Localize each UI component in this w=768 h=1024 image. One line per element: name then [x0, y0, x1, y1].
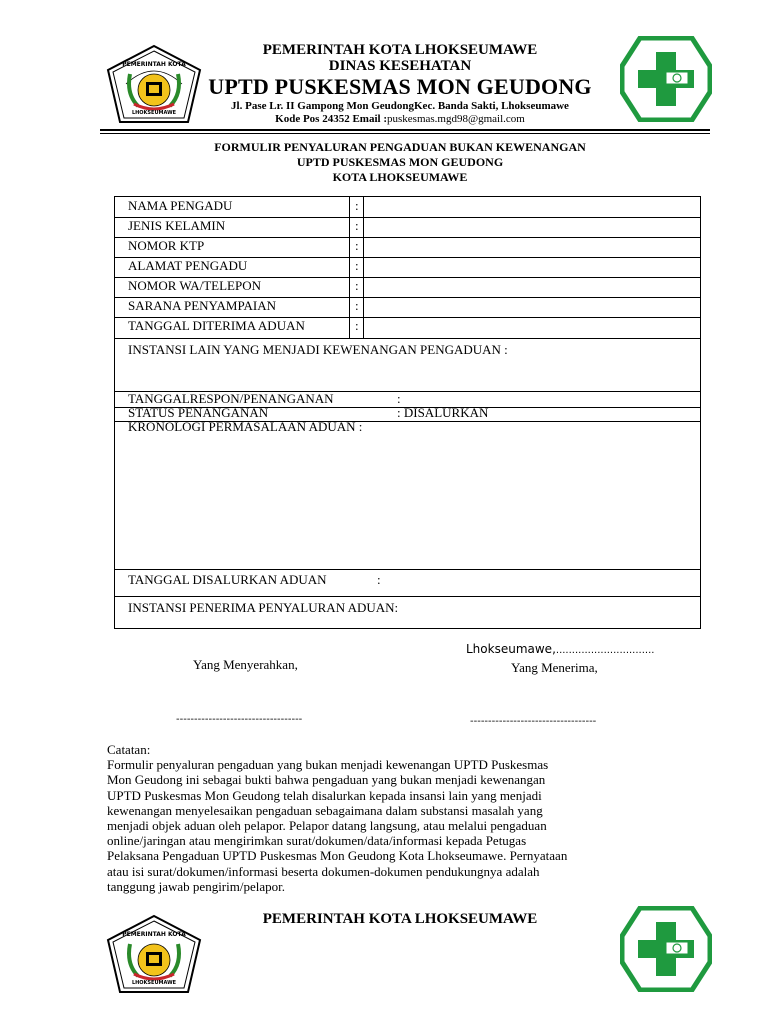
- form-row-jenis-kelamin: [115, 217, 700, 238]
- form-row-tanggal-diterima: [115, 317, 700, 339]
- svg-text:PEMERINTAH KOTA: PEMERINTAH KOTA: [122, 931, 186, 938]
- letterhead-institution: UPTD PUSKESMAS MON GEUDONG: [208, 74, 592, 99]
- field-sep: :: [355, 298, 359, 313]
- svg-text:LHOKSEUMAWE: LHOKSEUMAWE: [131, 110, 177, 116]
- notes-line: UPTD Puskesmas Mon Geudong telah disalurkan kepada insansi lain yang menjadi: [107, 787, 542, 803]
- form-row-tanggal-disalurkan: [115, 570, 700, 597]
- form-row-instansi-penerima: [115, 597, 700, 629]
- field-label: TANGGAL DISALURKAN ADUAN: [128, 572, 327, 587]
- field-sep: :: [355, 318, 359, 333]
- field-sep: :: [355, 278, 359, 293]
- notes-heading: Catatan:: [107, 742, 151, 757]
- letterhead-contact: [200, 113, 600, 126]
- field-sep: :: [397, 391, 401, 406]
- header-rule-thin: [100, 133, 710, 134]
- left-signature-line: -----------------------------------: [176, 714, 303, 725]
- city-seal-logo: [104, 44, 204, 128]
- right-signatory-title: Yang Menerima,: [511, 660, 598, 675]
- notes-line: online/jaringan atau mengirimkan surat/dokumen/data/informasi kepada Petugas: [107, 833, 527, 849]
- form-row-sarana: [115, 297, 700, 318]
- form-title-line1: FORMULIR PENYALURAN PENGADUAN BUKAN KEWENANGAN: [214, 140, 586, 154]
- field-label: TANGGAL DITERIMA ADUAN: [128, 318, 305, 333]
- svg-text:PEMERINTAH KOTA: PEMERINTAH KOTA: [122, 61, 186, 68]
- notes-line: Pelaksana Pengaduan UPTD Puskesmas Mon Geudong Kota Lhokseumawe. Pernyataan: [107, 848, 568, 864]
- form-row-telepon: [115, 277, 700, 298]
- next-page-letterhead: PEMERINTAH KOTA LHOKSEUMAWE: [262, 911, 538, 927]
- form-row-nama: [115, 197, 700, 218]
- puskesmas-logo: [620, 906, 712, 992]
- email-text: puskesmas.mgd98@gmail.com: [387, 113, 525, 125]
- left-signatory-title: Yang Menyerahkan,: [193, 657, 298, 672]
- notes-line: atau isi surat/dokumen/informasi beserta dokumen-dokumen pendukungnya adalah: [107, 863, 540, 879]
- form-row-instansi-lain: [115, 339, 700, 392]
- notes-line: kewenangan menyelesaikan pengaduan sebagaimana dalam substansi masalah yang: [107, 802, 543, 818]
- svg-text:LHOKSEUMAWE: LHOKSEUMAWE: [131, 980, 177, 986]
- form-title: [100, 140, 700, 185]
- date-blank: ...............................: [555, 645, 655, 656]
- right-signature-line: -----------------------------------: [470, 716, 597, 727]
- field-label: STATUS PENANGANAN: [128, 405, 269, 420]
- field-sep: :: [355, 198, 359, 213]
- postal-label: Kode Pos 24352 Email :: [275, 113, 387, 125]
- complaint-form-table: [114, 196, 701, 629]
- form-title-line2: UPTD PUSKESMAS MON GEUDONG: [296, 155, 504, 169]
- field-label: NOMOR KTP: [128, 238, 205, 253]
- letterhead-address: Jl. Pase Lr. II Gampong Mon GeudongKec. Banda Sakti, Lhokseumawe: [231, 100, 569, 112]
- notes-line: Formulir penyaluran pengaduan yang bukan menjadi kewenangan UPTD Puskesmas: [107, 757, 549, 773]
- city-seal-logo: [104, 914, 204, 998]
- field-label: TANGGALRESPON/PENANGANAN: [128, 391, 334, 406]
- place-label: Lhokseumawe,: [466, 642, 556, 656]
- field-label: ALAMAT PENGADU: [128, 258, 248, 273]
- form-row-alamat: [115, 257, 700, 278]
- header-rule-thick: [100, 129, 710, 131]
- field-label: INSTANSI PENERIMA PENYALURAN ADUAN:: [128, 600, 399, 615]
- field-sep: :: [377, 572, 381, 587]
- field-label: SARANA PENYAMPAIAN: [128, 298, 276, 313]
- field-sep: :: [355, 238, 359, 253]
- notes-section: [107, 742, 693, 894]
- puskesmas-logo: [620, 36, 712, 122]
- field-label: NAMA PENGADU: [128, 198, 233, 213]
- form-title-line3: KOTA LHOKSEUMAWE: [332, 170, 468, 184]
- letterhead-department: DINAS KESEHATAN: [328, 58, 472, 74]
- form-row-kronologi: [115, 419, 700, 570]
- form-row-ktp: [115, 237, 700, 258]
- letterhead: [200, 42, 600, 126]
- signature-place-date: [466, 642, 654, 656]
- field-label: NOMOR WA/TELEPON: [128, 278, 262, 293]
- status-value: : DISALURKAN: [397, 405, 489, 420]
- field-label: KRONOLOGI PERMASALAAN ADUAN :: [128, 419, 363, 434]
- letterhead-government: PEMERINTAH KOTA LHOKSEUMAWE: [262, 42, 538, 58]
- field-label: JENIS KELAMIN: [128, 218, 226, 233]
- field-sep: :: [355, 218, 359, 233]
- notes-line: tanggung jawab pengirim/pelapor.: [107, 878, 285, 894]
- field-label: INSTANSI LAIN YANG MENJADI KEWENANGAN PENGADUAN :: [128, 342, 508, 357]
- notes-line: menjadi objek aduan oleh pelapor. Pelapor datang langsung, atau melalui pengaduan: [107, 818, 547, 834]
- notes-line: Mon Geudong ini sebagai bukti bahwa pengaduan yang bukan menjadi kewenangan: [107, 772, 546, 788]
- field-sep: :: [355, 258, 359, 273]
